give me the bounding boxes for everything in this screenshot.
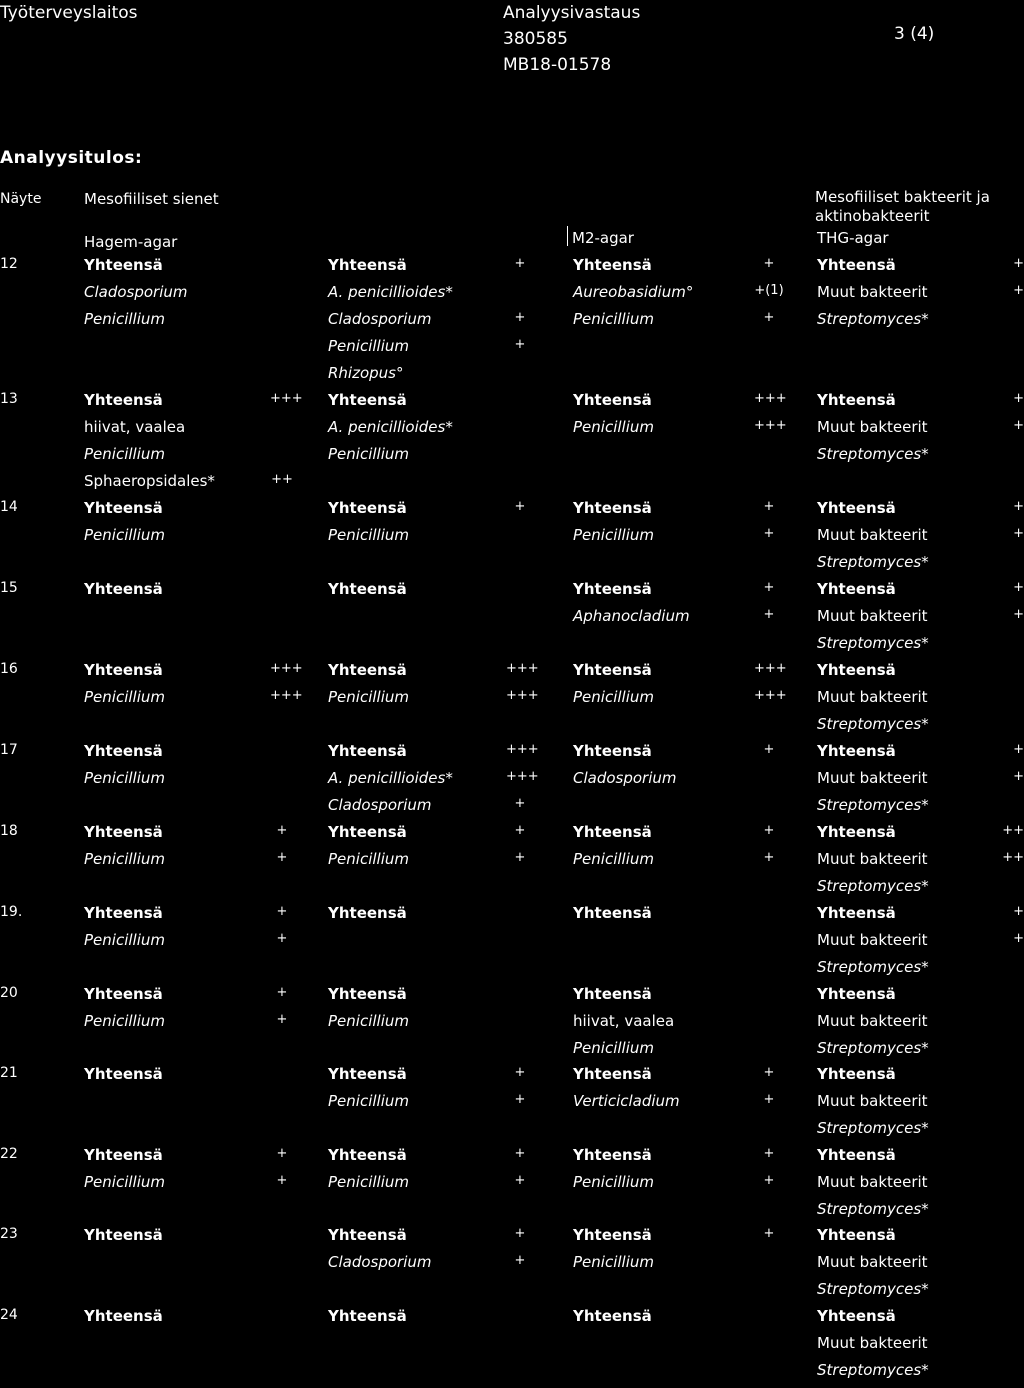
m2-agar-cell: Cladosporium (573, 769, 677, 787)
header-block (503, 0, 640, 78)
result-detail-row (0, 310, 1024, 337)
result-total-row (0, 499, 1024, 526)
thg-agar-cell: Yhteensä (817, 1226, 896, 1244)
hagem-large-cell: Yhteensä (328, 661, 407, 679)
hagem-small-cell: Yhteensä (84, 1226, 163, 1244)
result-total-row (0, 580, 1024, 607)
m2-agar-cell: Yhteensä (573, 256, 652, 274)
agar-label-hagem: Hagem-agar (84, 233, 178, 251)
hagem-large-score: + (514, 499, 526, 514)
hagem-large-cell: Yhteensä (328, 1226, 407, 1244)
hagem-large-cell: Yhteensä (328, 1307, 407, 1325)
m2-agar-cell: Yhteensä (573, 661, 652, 679)
thg-agar-score: + (1013, 526, 1024, 541)
thg-agar-cell: Muut bakteerit (817, 769, 928, 787)
agar-label-m2: M2-agar (572, 229, 634, 247)
thg-agar-cell: Yhteensä (817, 1307, 896, 1325)
hagem-large-score: +++ (506, 742, 539, 757)
hagem-large-cell: Rhizopus° (328, 364, 404, 382)
hagem-large-score: + (514, 1092, 526, 1107)
thg-agar-cell: Muut bakteerit (817, 850, 928, 868)
hagem-large-cell: Cladosporium (328, 310, 432, 328)
m2-agar-cell: Yhteensä (573, 499, 652, 517)
m2-agar-score: +++ (754, 688, 787, 703)
hagem-small-score: + (276, 850, 288, 865)
thg-agar-score: ++ (1002, 850, 1024, 865)
thg-agar-cell: Yhteensä (817, 1065, 896, 1083)
thg-agar-cell: Streptomyces* (817, 1200, 929, 1218)
doc-type: Analyysivastaus (503, 3, 641, 23)
thg-agar-cell: Yhteensä (817, 904, 896, 922)
sample-number: 24 (0, 1307, 18, 1323)
hagem-large-score: +++ (506, 769, 539, 784)
m2-agar-score: + (763, 823, 775, 838)
m2-agar-score: + (763, 1146, 775, 1161)
m2-agar-cell: Verticicladium (573, 1092, 680, 1110)
m2-agar-score: + (763, 526, 775, 541)
thg-agar-cell: Yhteensä (817, 1146, 896, 1164)
thg-agar-score: + (1013, 256, 1024, 271)
thg-agar-cell: Yhteensä (817, 391, 896, 409)
result-detail-row (0, 688, 1024, 715)
hagem-small-cell: Penicillium (84, 310, 165, 328)
hagem-large-score: + (514, 1253, 526, 1268)
m2-agar-score: +(1) (754, 283, 784, 298)
fungi-column-header: Mesofiiliset sienet (84, 190, 219, 208)
result-detail-row (0, 607, 1024, 634)
report-number: 380585 (503, 29, 568, 49)
thg-agar-cell: Muut bakteerit (817, 1092, 928, 1110)
thg-agar-cell: Streptomyces* (817, 445, 929, 463)
thg-agar-cell: Streptomyces* (817, 1119, 929, 1137)
hagem-large-cell: Yhteensä (328, 985, 407, 1003)
sample-number: 19. (0, 904, 23, 920)
agar-label-thg: THG-agar (817, 229, 889, 247)
m2-agar-score: + (763, 742, 775, 757)
sample-number: 15 (0, 580, 18, 596)
result-detail-row (0, 1253, 1024, 1280)
hagem-large-cell: Penicillium (328, 337, 409, 355)
hagem-large-cell: A. penicillioides* (328, 418, 453, 436)
result-total-row (0, 823, 1024, 850)
bacteria-header-line1: Mesofiiliset bakteerit ja (815, 188, 990, 206)
result-detail-row (0, 1280, 1024, 1307)
m2-agar-score: +++ (754, 391, 787, 406)
m2-agar-cell: Aphanocladium (573, 607, 690, 625)
sample-number: 18 (0, 823, 18, 839)
hagem-large-cell: A. penicillioides* (328, 283, 453, 301)
result-detail-row (0, 769, 1024, 796)
hagem-large-cell: Cladosporium (328, 1253, 432, 1271)
thg-agar-score: + (1013, 283, 1024, 298)
hagem-large-cell: Yhteensä (328, 904, 407, 922)
m2-agar-cell: Penicillium (573, 418, 654, 436)
hagem-small-score: + (276, 931, 288, 946)
result-detail-row (0, 715, 1024, 742)
hagem-large-cell: Penicillium (328, 850, 409, 868)
hagem-small-cell: Cladosporium (84, 283, 188, 301)
report-code: MB18-01578 (503, 55, 612, 75)
hagem-large-score: + (514, 256, 526, 271)
result-detail-row (0, 634, 1024, 661)
m2-agar-cell: Yhteensä (573, 1146, 652, 1164)
hagem-small-score: + (276, 823, 288, 838)
result-total-row (0, 1065, 1024, 1092)
result-total-row (0, 661, 1024, 688)
thg-agar-cell: Streptomyces* (817, 634, 929, 652)
m2-agar-cell: Yhteensä (573, 823, 652, 841)
thg-agar-cell: Muut bakteerit (817, 283, 928, 301)
thg-agar-cell: Streptomyces* (817, 1280, 929, 1298)
thg-agar-score: + (1013, 499, 1024, 514)
m2-agar-score: + (763, 499, 775, 514)
thg-agar-cell: Muut bakteerit (817, 931, 928, 949)
hagem-small-cell: Yhteensä (84, 580, 163, 598)
result-detail-row (0, 1334, 1024, 1361)
result-detail-row (0, 553, 1024, 580)
thg-agar-cell: Streptomyces* (817, 877, 929, 895)
hagem-small-score: + (276, 1146, 288, 1161)
result-total-row (0, 1226, 1024, 1253)
result-total-row (0, 256, 1024, 283)
thg-agar-cell: Yhteensä (817, 580, 896, 598)
thg-agar-cell: Muut bakteerit (817, 526, 928, 544)
m2-agar-score: + (763, 1226, 775, 1241)
hagem-small-cell: Yhteensä (84, 499, 163, 517)
result-detail-row (0, 445, 1024, 472)
result-detail-row (0, 418, 1024, 445)
org-name: Työterveyslaitos (0, 3, 138, 23)
thg-agar-cell: Yhteensä (817, 742, 896, 760)
thg-agar-cell: Muut bakteerit (817, 688, 928, 706)
result-detail-row (0, 472, 1024, 499)
hagem-small-cell: Penicillium (84, 931, 165, 949)
m2-agar-cell: Yhteensä (573, 391, 652, 409)
hagem-small-cell: Yhteensä (84, 985, 163, 1003)
hagem-large-score: + (514, 823, 526, 838)
m2-agar-score: + (763, 256, 775, 271)
thg-agar-score: + (1013, 931, 1024, 946)
hagem-large-cell: Penicillium (328, 688, 409, 706)
hagem-small-score: +++ (270, 391, 303, 406)
m2-agar-cell: Penicillium (573, 688, 654, 706)
m2-agar-score: + (763, 1092, 775, 1107)
hagem-large-cell: Yhteensä (328, 391, 407, 409)
thg-agar-cell: Yhteensä (817, 661, 896, 679)
thg-agar-cell: Muut bakteerit (817, 1012, 928, 1030)
hagem-large-score: + (514, 337, 526, 352)
hagem-small-score: + (276, 985, 288, 1000)
m2-agar-cell: Penicillium (573, 310, 654, 328)
m2-agar-cell: Penicillium (573, 1039, 654, 1057)
thg-agar-score: + (1013, 904, 1024, 919)
hagem-small-cell: hiivat, vaalea (84, 418, 186, 436)
hagem-large-score: + (514, 1065, 526, 1080)
hagem-small-cell: Yhteensä (84, 1307, 163, 1325)
hagem-large-cell: Penicillium (328, 445, 409, 463)
result-detail-row (0, 931, 1024, 958)
thg-agar-score: + (1013, 769, 1024, 784)
result-total-row (0, 1146, 1024, 1173)
result-detail-row (0, 1361, 1024, 1388)
page-title: Analyysitulos: (0, 148, 143, 168)
hagem-small-cell: Penicillium (84, 769, 165, 787)
sample-number: 12 (0, 256, 18, 272)
result-detail-row (0, 1119, 1024, 1146)
thg-agar-cell: Streptomyces* (817, 958, 929, 976)
result-total-row (0, 1307, 1024, 1334)
thg-agar-score: + (1013, 607, 1024, 622)
m2-agar-cell: Yhteensä (573, 904, 652, 922)
hagem-small-cell: Yhteensä (84, 904, 163, 922)
m2-agar-cell: Yhteensä (573, 580, 652, 598)
result-detail-row (0, 1012, 1024, 1039)
m2-agar-score: +++ (754, 418, 787, 433)
hagem-large-score: +++ (506, 688, 539, 703)
m2-agar-cell: hiivat, vaalea (573, 1012, 675, 1030)
result-detail-row (0, 364, 1024, 391)
hagem-large-score: + (514, 1146, 526, 1161)
thg-agar-cell: Muut bakteerit (817, 418, 928, 436)
hagem-large-score: + (514, 1173, 526, 1188)
bacteria-header-line2: aktinobakteerit (815, 207, 930, 225)
hagem-large-score: + (514, 310, 526, 325)
thg-agar-cell: Streptomyces* (817, 553, 929, 571)
result-total-row (0, 742, 1024, 769)
thg-agar-score: + (1013, 418, 1024, 433)
result-detail-row (0, 1173, 1024, 1200)
hagem-large-score: +++ (506, 661, 539, 676)
m2-agar-cell: Penicillium (573, 526, 654, 544)
hagem-small-cell: Yhteensä (84, 823, 163, 841)
m2-agar-score: + (763, 1065, 775, 1080)
hagem-large-cell: A. penicillioides* (328, 769, 453, 787)
sample-number: 14 (0, 499, 18, 515)
m2-agar-cell: Yhteensä (573, 1307, 652, 1325)
thg-agar-cell: Yhteensä (817, 256, 896, 274)
result-detail-row (0, 877, 1024, 904)
result-detail-row (0, 283, 1024, 310)
hagem-large-cell: Penicillium (328, 1092, 409, 1110)
result-detail-row (0, 526, 1024, 553)
hagem-small-cell: Yhteensä (84, 1146, 163, 1164)
m2-agar-cell: Yhteensä (573, 1065, 652, 1083)
m2-agar-cell: Penicillium (573, 1173, 654, 1191)
hagem-large-cell: Yhteensä (328, 580, 407, 598)
result-detail-row (0, 850, 1024, 877)
thg-agar-cell: Muut bakteerit (817, 607, 928, 625)
m2-agar-score: + (763, 607, 775, 622)
hagem-large-cell: Penicillium (328, 1173, 409, 1191)
result-detail-row (0, 337, 1024, 364)
agar-separator (567, 226, 568, 246)
hagem-large-score: + (514, 850, 526, 865)
result-detail-row (0, 958, 1024, 985)
sample-number: 17 (0, 742, 18, 758)
hagem-small-cell: Penicillium (84, 688, 165, 706)
sample-column-header: Näyte (0, 191, 42, 207)
m2-agar-score: + (763, 850, 775, 865)
result-detail-row (0, 1092, 1024, 1119)
thg-agar-cell: Muut bakteerit (817, 1334, 928, 1352)
thg-agar-cell: Yhteensä (817, 823, 896, 841)
hagem-large-cell: Yhteensä (328, 823, 407, 841)
hagem-large-cell: Yhteensä (328, 256, 407, 274)
hagem-small-cell: Yhteensä (84, 1065, 163, 1083)
hagem-large-cell: Yhteensä (328, 1065, 407, 1083)
result-detail-row (0, 796, 1024, 823)
thg-agar-score: ++ (1002, 823, 1024, 838)
sample-number: 22 (0, 1146, 18, 1162)
m2-agar-cell: Aureobasidium° (573, 283, 694, 301)
hagem-small-cell: Yhteensä (84, 742, 163, 760)
hagem-small-score: + (276, 1012, 288, 1027)
hagem-small-cell: Penicillium (84, 1173, 165, 1191)
hagem-large-score: + (514, 796, 526, 811)
m2-agar-cell: Yhteensä (573, 742, 652, 760)
m2-agar-score: + (763, 1173, 775, 1188)
m2-agar-cell: Yhteensä (573, 1226, 652, 1244)
hagem-large-cell: Cladosporium (328, 796, 432, 814)
sample-number: 21 (0, 1065, 18, 1081)
hagem-small-cell: Penicillium (84, 526, 165, 544)
hagem-small-score: ++ (271, 472, 293, 487)
hagem-small-cell: Yhteensä (84, 256, 163, 274)
hagem-small-cell: Yhteensä (84, 661, 163, 679)
hagem-large-cell: Yhteensä (328, 742, 407, 760)
hagem-large-score: + (514, 1226, 526, 1241)
hagem-large-cell: Penicillium (328, 526, 409, 544)
hagem-small-cell: Penicillium (84, 850, 165, 868)
thg-agar-score: + (1013, 580, 1024, 595)
thg-agar-cell: Streptomyces* (817, 1361, 929, 1379)
m2-agar-cell: Penicillium (573, 850, 654, 868)
hagem-small-score: + (276, 1173, 288, 1188)
result-detail-row (0, 1200, 1024, 1227)
thg-agar-cell: Streptomyces* (817, 1039, 929, 1057)
bacteria-column-header (815, 188, 990, 226)
thg-agar-cell: Yhteensä (817, 499, 896, 517)
hagem-small-score: + (276, 904, 288, 919)
thg-agar-cell: Muut bakteerit (817, 1173, 928, 1191)
hagem-small-cell: Yhteensä (84, 391, 163, 409)
m2-agar-score: + (763, 580, 775, 595)
result-total-row (0, 391, 1024, 418)
m2-agar-cell: Penicillium (573, 1253, 654, 1271)
m2-agar-score: +++ (754, 661, 787, 676)
thg-agar-cell: Muut bakteerit (817, 1253, 928, 1271)
thg-agar-cell: Streptomyces* (817, 310, 929, 328)
thg-agar-score: + (1013, 742, 1024, 757)
hagem-large-cell: Yhteensä (328, 499, 407, 517)
thg-agar-score: + (1013, 391, 1024, 406)
sample-number: 20 (0, 985, 18, 1001)
thg-agar-cell: Streptomyces* (817, 796, 929, 814)
hagem-small-cell: Sphaeropsidales* (84, 472, 215, 490)
hagem-small-score: +++ (270, 661, 303, 676)
m2-agar-cell: Yhteensä (573, 985, 652, 1003)
sample-number: 23 (0, 1226, 18, 1242)
hagem-large-cell: Penicillium (328, 1012, 409, 1030)
sample-number: 16 (0, 661, 18, 677)
hagem-large-cell: Yhteensä (328, 1146, 407, 1164)
result-detail-row (0, 1039, 1024, 1066)
result-total-row (0, 985, 1024, 1012)
m2-agar-score: + (763, 310, 775, 325)
thg-agar-cell: Streptomyces* (817, 715, 929, 733)
result-total-row (0, 904, 1024, 931)
page-number: 3 (4) (894, 24, 935, 44)
thg-agar-cell: Yhteensä (817, 985, 896, 1003)
hagem-small-score: +++ (270, 688, 303, 703)
hagem-small-cell: Penicillium (84, 1012, 165, 1030)
sample-number: 13 (0, 391, 18, 407)
hagem-small-cell: Penicillium (84, 445, 165, 463)
